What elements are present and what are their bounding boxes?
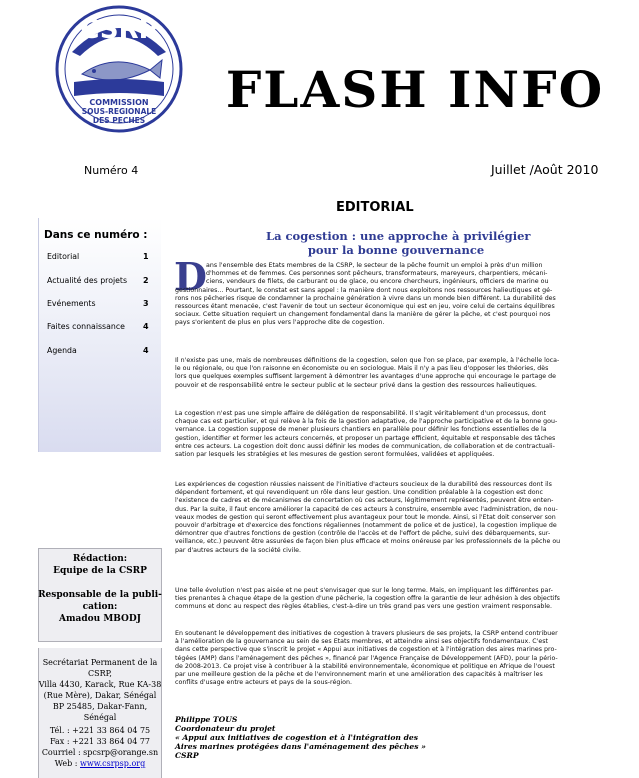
signature-org: CSRP — [175, 751, 199, 760]
web-line — [38, 759, 162, 769]
web-label: Web : — [54, 759, 78, 768]
toc-item-evenements[interactable]: Evénements — [47, 299, 96, 308]
editorial-text-line: par une meilleure gestion de la pêche et de l'environnement marin et une amélioration des capacités à maîtriser les — [175, 671, 543, 678]
logo-line3: DES PECHES — [92, 116, 146, 125]
editorial-text-line: conflits d'usage entre acteurs et pays de la sous-région. — [175, 679, 352, 687]
toc-page-agenda: 4 — [143, 346, 149, 355]
responsable-name: Amadou MBODJ — [59, 614, 141, 624]
logo-line1: COMMISSION — [89, 98, 149, 107]
address-line: Sénégal — [83, 713, 117, 722]
editorial-text-line: d'hommes et de femmes. Ces personnes sont pêcheurs, transformateurs, mareyeurs, charpentiers, mécani- — [206, 270, 548, 278]
editorial-text-line: dépendent fortement, et qui revendiquent un rôle dans leur gestion. Une condition préalable à la cogestion est donc — [175, 489, 543, 497]
signature-project-2: Aires marines protégées dans l'aménagement des pêches » — [175, 742, 426, 751]
address-line: Villa 4430, Karack, Rue KA-38 — [38, 680, 162, 689]
editorial-text-line: de 2008-2013. Ce projet vise à contribuer à la stabilité environnementale, économique et politique en Afrique de l'ouest — [175, 662, 555, 670]
editorial-text-line: vernance. La cogestion suppose de mener plusieurs chantiers en parallèle pour définir les fonctions essentielles de la — [175, 426, 547, 434]
editorial-text-line: ties prenantes à chaque étape de la gestion d'une pêcherie, la cogestion offre la garantie de leur adhésion à des objectifs — [175, 595, 560, 603]
editorial-text-line: dans cette perspective que s'inscrit le projet « Appui aux initiatives de cogestion et à l'intégration des aires marines pro- — [175, 646, 557, 654]
redaction-label: Rédaction: — [72, 554, 128, 564]
responsable-label-1: Responsable de la publi- — [38, 590, 162, 600]
editorial-text-line: gestionnaires... Pourtant, le constat est sans appel : la manière dont nous exploitons nos ressources halieutiques et gé- — [175, 286, 553, 294]
editorial-text-line: à l'amélioration de la gouvernance au sein de ses Etats membres, et atteindre ainsi ses objectifs fondamentaux. C'est — [175, 638, 549, 646]
toc-page-actualite: 2 — [143, 276, 149, 285]
web-link[interactable]: www.csrpsp.org — [80, 759, 146, 768]
editorial-heading: EDITORIAL — [336, 200, 414, 215]
editorial-text-line: sation par lesquels les stratégies et les mesures de gestion seront formulées, validées et appliquées. — [175, 451, 495, 458]
editorial-text-line: sociaux. Cette situation requiert un changement fondamental dans la manière de gérer la pêche, et c'est pourquoi nos — [175, 311, 551, 319]
contents-title: Dans ce numéro : — [44, 229, 148, 241]
address-line: Secrétariat Permanent de la — [42, 658, 158, 667]
address-line: BP 25485, Dakar-Fann, — [52, 702, 148, 711]
editorial-text-line: La cogestion n'est pas une simple affaire de délégation de responsabilité. Il s'agit véritablement d'un processus, dont — [175, 410, 547, 417]
editorial-text-line: veillance, etc.) peuvent être assurées de façon bien plus efficace et moins onéreuse par les professionnels de la pêche ou — [175, 538, 561, 546]
phone-line: Tél. : +221 33 864 04 75 — [49, 726, 151, 735]
editorial-text-line: ressources étant menacée, c'est l'avenir de tout un secteur économique qui est en jeu, voire celui de certains équilibres — [175, 303, 555, 310]
editorial-text-line: ciens, vendeurs de filets, de carburant ou de glace, ou encore chercheurs, ingénieurs, officiers de marine ou — [206, 278, 549, 286]
toc-item-editorial[interactable]: Editorial — [47, 252, 80, 261]
editorial-text-line: le ou régionale, ou que l'on raisonne en économiste ou en sociologue. Mais il n'y a pas lieu d'opposer les théories, dès — [175, 365, 549, 373]
editorial-text-line: Il n'existe pas une, mais de nombreuses définitions de la cogestion, selon que l'on se place, par exemple, à l'échelle loca- — [175, 357, 560, 364]
editorial-text-line: lors que quelques exemples suffisent largement à démontrer les avantages d'une approche qui encourage le partage de — [175, 373, 557, 381]
editorial-text-line: gestion, identifier et former les acteurs concernés, et proposer un partage efficient, équitable et responsable des tâches — [175, 434, 556, 442]
issue-date: Juillet /Août 2010 — [491, 162, 599, 177]
toc-item-faites-connaissance[interactable]: Faites connaissance — [47, 322, 125, 331]
editorial-text-line: ans l'ensemble des Etats membres de la CSRP, le secteur de la pêche fournit un emploi à près d'un million — [206, 262, 543, 269]
editorial-text-line: Une telle évolution n'est pas aisée et ne peut s'envisager que sur le long terme. Mais, en impliquant les différentes par- — [175, 587, 553, 594]
editorial-text-line: démontrer que d'autres fonctions de gestion (contrôle de l'accès et de l'effort de pêche, suivi des débarquements, sur- — [175, 530, 551, 538]
address-line: CSRP, — [88, 669, 112, 678]
responsable-label-2: cation: — [82, 602, 118, 612]
editorial-text-line: rons nos pêcheries risque de condamner la prochaine génération à vivre dans un monde bien différent. La durabilité des — [175, 294, 556, 302]
email-line: Courriel : spcsrp@orange.sn — [41, 748, 159, 757]
drop-cap: D — [174, 254, 207, 299]
editorial-text-line: dus. Par la suite, il faut encore améliorer la capacité de ces acteurs à construire, ensemble avec l'administration, de nou- — [175, 505, 558, 513]
toc-item-agenda[interactable]: Agenda — [47, 346, 77, 355]
editorial-text-line: Les expériences de cogestion réussies naissent de l'initiative d'acteurs soucieux de la durabilité des ressources dont ils — [175, 481, 552, 488]
fax-line: Fax : +221 33 864 04 77 — [49, 737, 151, 746]
editorial-text-line: veaux modes de gestion qui seront effectivement plus avantageux pour tout le monde. Ainsi, si l'Etat doit conserver son — [175, 513, 556, 521]
editorial-text-line: l'existence de cadres et de mécanismes de concertation où ces acteurs, légitimement représentés, peuvent être enten- — [175, 497, 554, 505]
issue-number: Numéro 4 — [84, 164, 139, 177]
signature-name: Philippe TOUS — [175, 715, 238, 724]
toc-page-faites-connaissance: 4 — [143, 322, 149, 331]
editorial-text-line: pouvoir d'arbitrage et d'exercice des fonctions régaliennes (notamment de police et de justice), la cogestion implique de — [175, 522, 557, 529]
editorial-text-line: par d'autres acteurs de la société civile. — [175, 546, 301, 554]
editorial-text-line: pays s'orientent de plus en plus vers l'approche dite de cogestion. — [175, 319, 385, 327]
editorial-subtitle-line2: pour la bonne gouvernance — [307, 243, 485, 257]
toc-page-editorial: 1 — [143, 252, 149, 261]
address-line: (Rue Mère), Dakar, Sénégal — [43, 691, 157, 700]
csrp-logo — [54, 4, 184, 134]
editorial-subtitle-line1: La cogestion : une approche à privilégier — [266, 229, 531, 243]
editorial-text-line: pouvoir et de responsabilité entre le secteur public et le secteur privé dans la gestion des ressources halieutiques. — [175, 381, 537, 389]
signature-role: Coordonateur du projet — [175, 724, 276, 733]
signature-project-1: « Appui aux initiatives de cogestion et à l'intégration des — [175, 733, 419, 742]
editorial-text-line: tégées (AMP) dans l'aménagement des pêches », financé par l'Agence Française de Développement (AFD), pour la pério- — [175, 654, 558, 662]
toc-item-actualite[interactable]: Actualité des projets — [47, 276, 128, 285]
editorial-text-line: communs et donc au respect des règles établies, c'est-à-dire un très grand pas vers une gestion vraiment responsable. — [175, 603, 553, 611]
logo-acronym: CSRP — [80, 15, 158, 45]
editorial-text-line: entre ces acteurs. La cogestion doit donc aussi définir les modes de communication, de collaboration et de contractuali- — [175, 442, 555, 450]
redaction-value: Equipe de la CSRP — [53, 566, 147, 576]
editorial-text-line: chaque cas est particulier, et qui relève à la fois de la gestion adaptative, de l'approche participative et de la bonne gou- — [175, 418, 558, 426]
editorial-text-line: En soutenant le développement des initiatives de cogestion à travers plusieurs de ses projets, la CSRP entend contribuer — [175, 630, 558, 637]
logo-line2: SOUS-REGIONALE — [81, 107, 157, 116]
toc-page-evenements: 3 — [143, 299, 149, 308]
newsletter-title: FLASH INFO — [225, 60, 605, 119]
